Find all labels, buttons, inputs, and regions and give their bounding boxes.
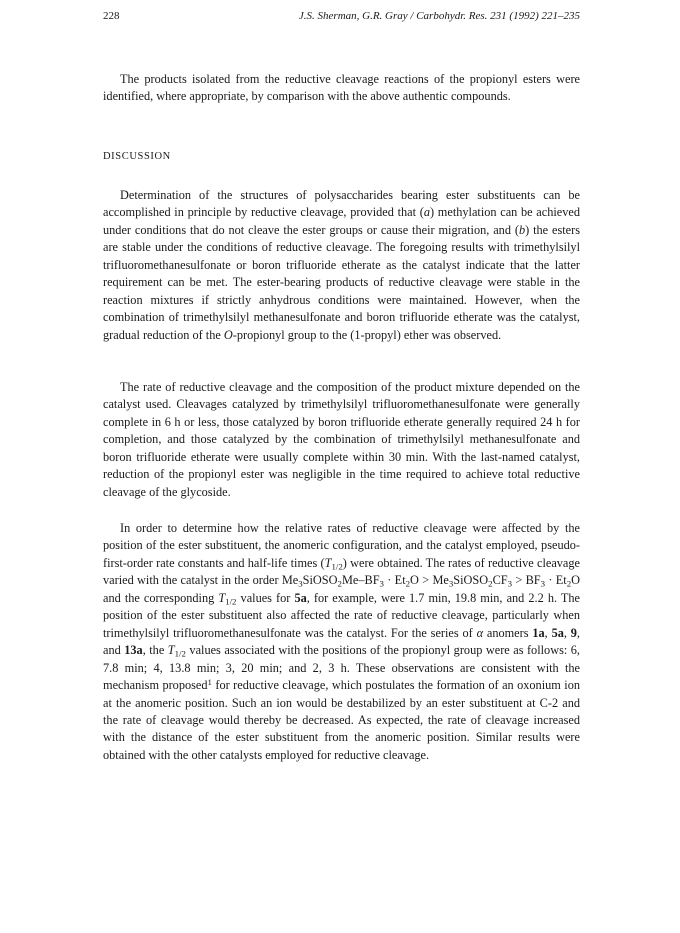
paragraph-products-identified: The products isolated from the reductive cleavage reactions of the propionyl esters were identified, where appropriate, by comparison with the above authentic compounds. [103,72,580,104]
section-heading: DISCUSSION [103,151,171,162]
paragraph-catalyst-rates: The rate of reductive cleavage and the composition of the product mixture depended on the catalyst used. Cleavages catalyzed by trimethylsilyl trifluoromethanesulfonate were generally complete in 6 h or less, those catalyzed by boron trifluoride etherate generally required 24 h for completion, and those catalyzed by the combination of trimethylsilyl methanesulfonate and boron trifluoride etherate were usually complete within 30 min. With the last-named catalyst, reduction of the propionyl ester was negligible in the time required to achieve total reductive cleavage of the glycoside. [103,380,580,499]
paragraph-relative-rates: In order to determine how the relative rates of reductive cleavage were affected by the position of the ester substituent, the anomeric configuration, and the catalyst employed, pseudo-first-order rate constants and half-life times $(T_{1/2})$ were obtained. The rates of reductive cleavage varied with the catalyst in the order $Me_3SiOSO_2Me-BF_3 \cdot Et_2O$ > $Me_3SiOSO_2CF_3 > BF_3 \cdot Et_2O$ and the corresponding $T_{1/2}$ values for 5a, for example, were 1.7 min, 19.8 min, and 2.2 h. The position of the ester substituent also affected the rate of reductive cleavage, particularly when trimethylsilyl trifluoromethanesulfonate was the catalyst. For the series of α anomers 1a, 5a, 9, and 13a, the $T_{1/2}$ values associated with the positions of the propionyl group were as follows: 6, 7.8 min; 4, 13.8 min; 3, 20 min; and 2, 3 h. These observations are consistent with the mechanism proposed$^1$ for reductive cleavage, which postulates the formation of an oxonium ion at the anomeric position. Such an ion would be destabilized by an ester substituent at C-2 and the rate of cleavage would thereby be decreased. As expected, the rate of cleavage increased with the distance of the ester substituent from the anomeric position. Similar results were obtained with the other catalysts employed for reductive cleavage. [103,521,581,762]
page-number: 228 [103,10,120,22]
paragraph-structure-determination: Determination of the structures of polysaccharides bearing ester substituents can be accomplished in principle by reductive cleavage, provided that (a) methylation can be achieved under conditions that do not cleave the ester groups or cause their migration, and (b) the esters are stable under the conditions of reductive cleavage. The foregoing results with trimethylsilyl trifluoromethanesulfonate or boron trifluoride etherate as the catalyst indicate that the latter requirement can be met. The ester-bearing products of reductive cleavage were stable in the reaction mixtures if strictly anhydrous conditions were maintained. However, when the combination of trimethylsilyl methanesulfonate and boron trifluoride etherate was the catalyst, gradual reduction of the O-propionyl group to the (1-propyl) ether was observed. [103,188,581,342]
running-header-citation: J.S. Sherman, G.R. Gray / Carbohydr. Res. 231 (1992) 221–235 [298,10,580,22]
